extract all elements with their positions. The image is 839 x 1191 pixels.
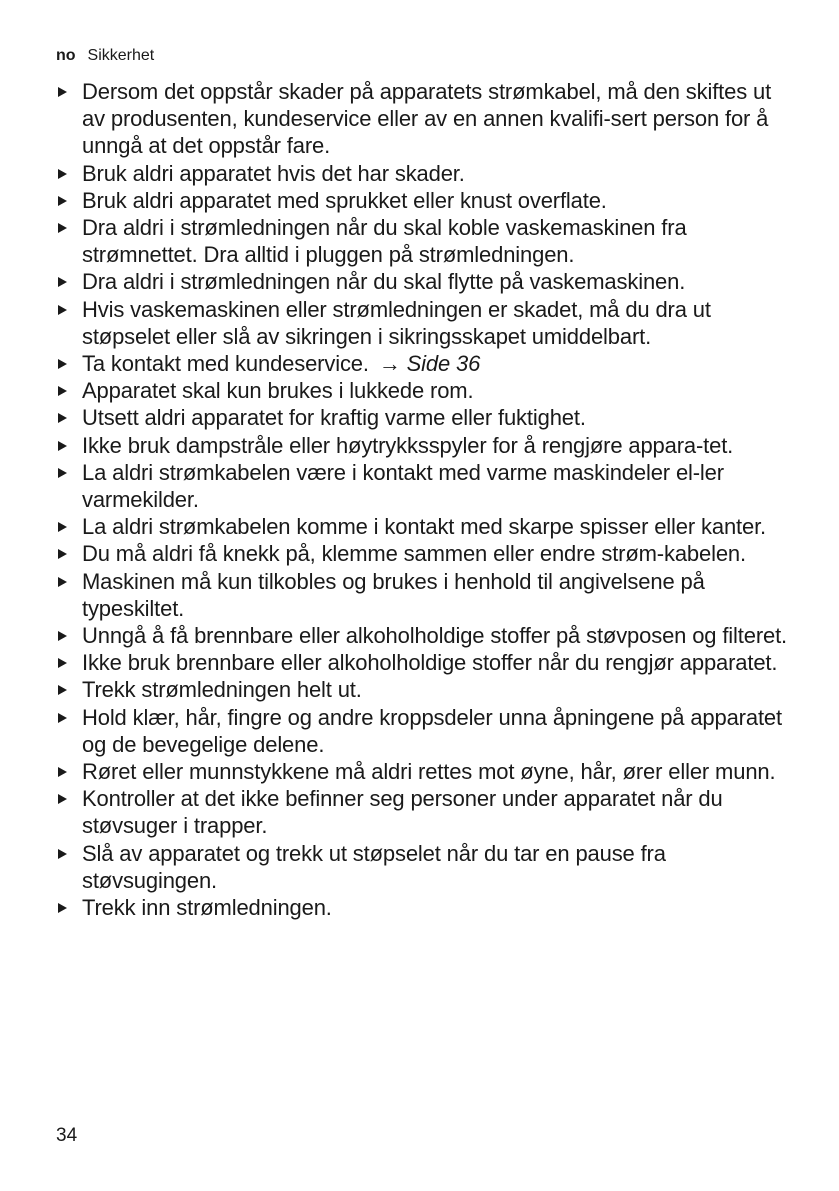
triangle-bullet-icon [58, 903, 67, 913]
item-text: Ikke bruk dampstråle eller høytrykksspyler for å rengjøre appara-tet. [82, 432, 734, 458]
list-item [56, 758, 796, 785]
list-item [56, 377, 796, 404]
triangle-bullet-icon [58, 441, 67, 451]
item-text: Bruk aldri apparatet med sprukket eller knust overflate. [82, 187, 607, 213]
item-text: Bruk aldri apparatet hvis det har skader. [82, 160, 465, 186]
triangle-bullet-icon [58, 522, 67, 532]
triangle-bullet-icon [58, 305, 67, 315]
item-text: La aldri strømkabelen være i kontakt med varme maskindeler el-ler varmekilder. [82, 459, 724, 513]
list-item [56, 622, 796, 649]
list-item [56, 459, 796, 513]
triangle-bullet-icon [58, 685, 67, 695]
list-item [56, 785, 796, 839]
list-item [56, 187, 796, 214]
safety-list [56, 78, 796, 921]
triangle-bullet-icon [58, 468, 67, 478]
item-text: Dra aldri i strømledningen når du skal flytte på vaskemaskinen. [82, 269, 686, 295]
list-item [56, 676, 796, 703]
arrow-right-icon: → [378, 351, 401, 377]
list-item [56, 78, 796, 160]
list-item [56, 894, 796, 921]
item-text: Ikke bruk brennbare eller alkoholholdige stoffer når du rengjør apparatet. [82, 650, 778, 676]
triangle-bullet-icon [58, 577, 67, 587]
item-text: Dersom det oppstår skader på apparatets strømkabel, må den skiftes ut av produsenten, kundeservice eller av en annen kvalifi-sert person for å unngå at det oppstår fare. [82, 79, 772, 159]
item-text: Trekk strømledningen helt ut. [82, 677, 362, 703]
page-header [56, 46, 154, 66]
triangle-bullet-icon [58, 277, 67, 287]
item-text: Unngå å få brennbare eller alkoholholdige stoffer på støvposen og filteret. [82, 623, 788, 649]
triangle-bullet-icon [58, 223, 67, 233]
triangle-bullet-icon [58, 794, 67, 804]
triangle-bullet-icon [58, 87, 67, 97]
list-item [56, 432, 796, 459]
language-code: no [56, 47, 76, 64]
section-title: Sikkerhet [87, 47, 155, 64]
list-item [56, 568, 796, 622]
list-item [56, 704, 796, 758]
list-item [56, 268, 796, 295]
triangle-bullet-icon [58, 386, 67, 396]
item-text: Ta kontakt med kundeservice. [82, 351, 369, 377]
list-item [56, 513, 796, 540]
item-text: Apparatet skal kun brukes i lukkede rom. [82, 378, 474, 404]
triangle-bullet-icon [58, 631, 67, 641]
triangle-bullet-icon [58, 196, 67, 206]
triangle-bullet-icon [58, 658, 67, 668]
list-item [56, 649, 796, 676]
list-item [56, 214, 796, 268]
item-text: Hvis vaskemaskinen eller strømledningen er skadet, må du dra ut støpselet eller slå av sikringen i sikringsskapet umiddelbart. [82, 296, 711, 349]
triangle-bullet-icon [58, 359, 67, 369]
item-text: Røret eller munnstykkene må aldri rettes mot øyne, hår, ører eller munn. [82, 759, 776, 785]
list-item [56, 404, 796, 431]
triangle-bullet-icon [58, 549, 67, 559]
list-item [56, 160, 796, 187]
triangle-bullet-icon [58, 413, 67, 423]
item-text: Slå av apparatet og trekk ut støpselet når du tar en pause fra støvsugingen. [82, 840, 666, 893]
triangle-bullet-icon [58, 713, 67, 723]
item-text: Hold klær, hår, fingre og andre kroppsdeler unna åpningene på apparatet og de bevegelige delene. [82, 704, 782, 757]
list-item [56, 296, 796, 350]
item-text: Dra aldri i strømledningen når du skal koble vaskemaskinen fra strømnettet. Dra alltid i pluggen på strømledningen. [82, 215, 687, 268]
item-text: Maskinen må kun tilkobles og brukes i henhold til angivelsene på typeskiltet. [82, 568, 705, 621]
triangle-bullet-icon [58, 849, 67, 859]
item-text: Kontroller at det ikke befinner seg personer under apparatet når du støvsuger i trapper. [82, 786, 723, 839]
page-reference-link[interactable]: Side 36 [406, 351, 481, 377]
page-number: 34 [56, 1125, 78, 1146]
list-item [56, 840, 796, 894]
item-text: La aldri strømkabelen komme i kontakt med skarpe spisser eller kanter. [82, 514, 767, 540]
item-text: Du må aldri få knekk på, klemme sammen eller endre strøm-kabelen. [82, 541, 746, 567]
triangle-bullet-icon [58, 767, 67, 777]
item-text: Utsett aldri apparatet for kraftig varme eller fuktighet. [82, 405, 586, 431]
list-item [56, 350, 796, 377]
item-text: Trekk inn strømledningen. [82, 895, 332, 921]
list-item [56, 540, 796, 567]
triangle-bullet-icon [58, 169, 67, 179]
